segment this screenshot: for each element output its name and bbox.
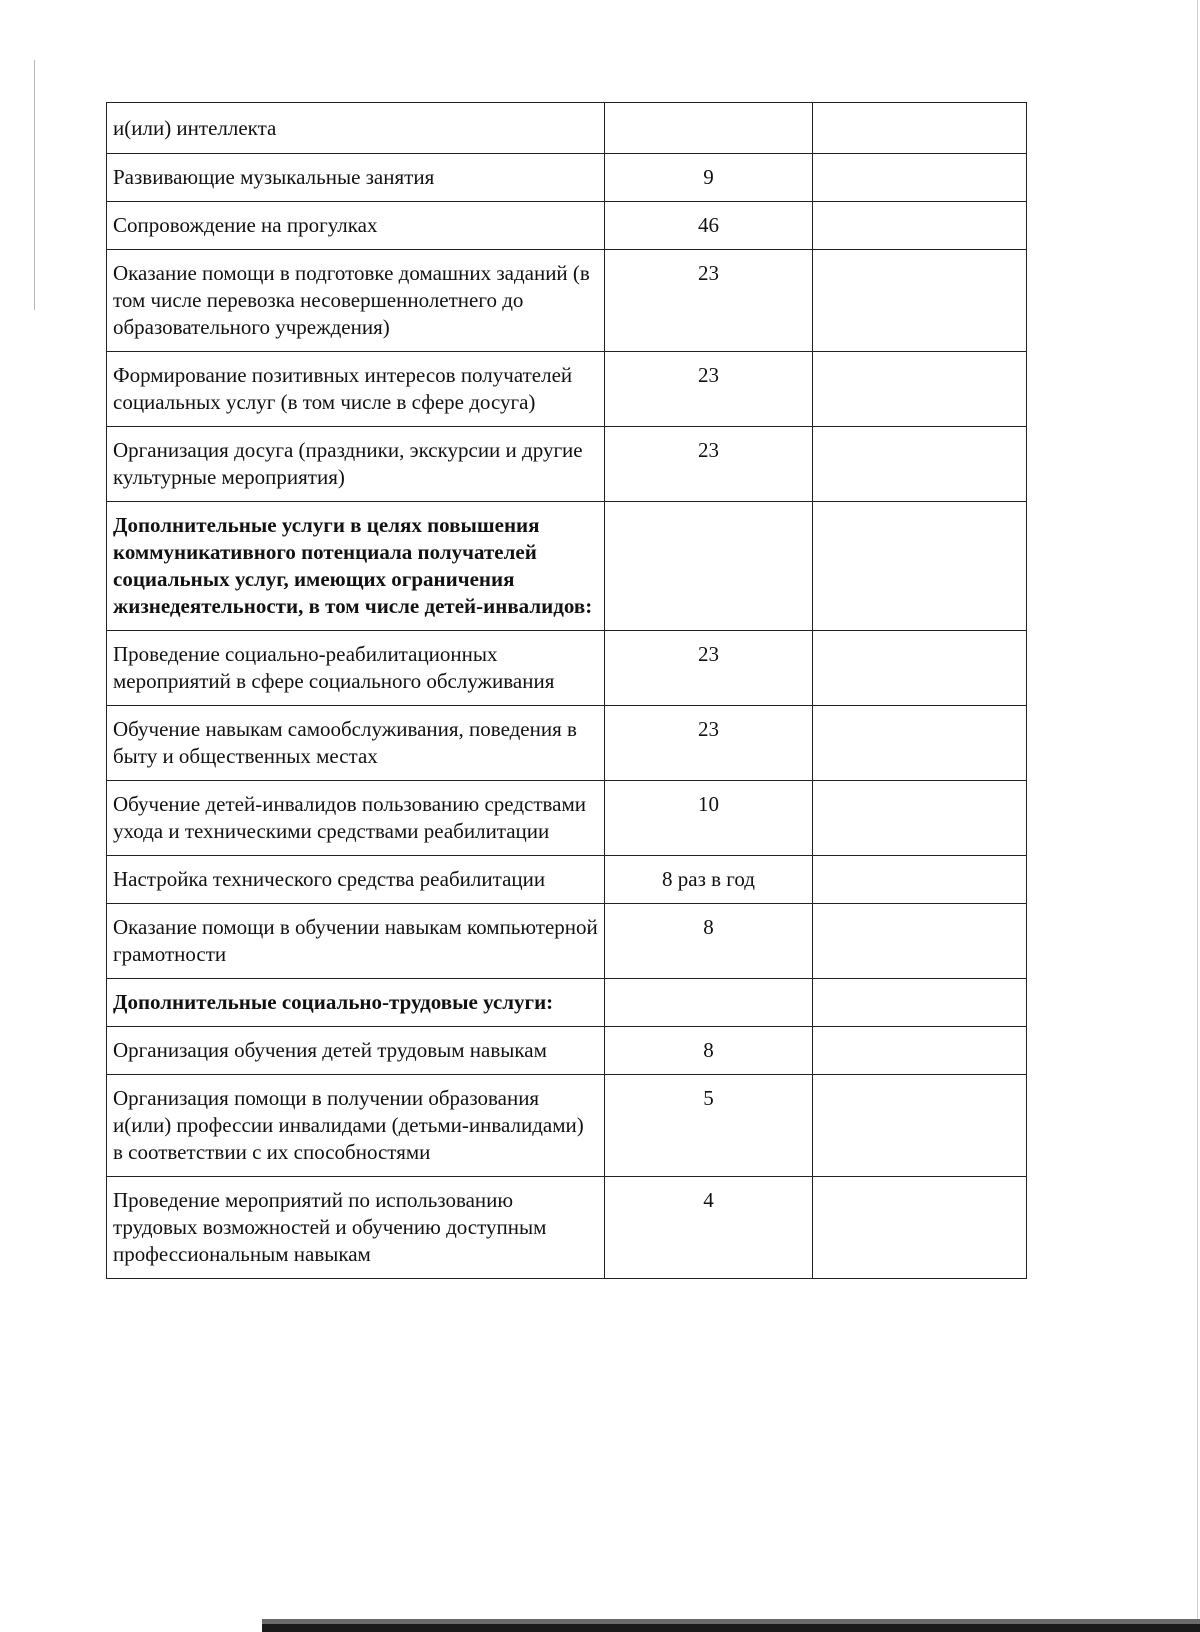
service-quantity-cell xyxy=(605,502,813,631)
table-row xyxy=(107,904,1027,979)
table-row xyxy=(107,781,1027,856)
service-quantity-cell xyxy=(605,103,813,154)
table-row xyxy=(107,103,1027,154)
table-row xyxy=(107,352,1027,427)
table-row xyxy=(107,706,1027,781)
service-name-cell: Обучение детей-инвалидов пользованию средствами ухода и техническими средствами реабилитации xyxy=(107,781,605,856)
table-section-row xyxy=(107,979,1027,1027)
service-quantity-cell: 5 xyxy=(605,1075,813,1177)
service-note-cell xyxy=(813,202,1027,250)
service-note-cell xyxy=(813,352,1027,427)
section-heading-cell: Дополнительные услуги в целях повышения коммуникативного потенциала получателей социальных услуг, имеющих ограничения жизнедеятельности, в том числе детей-инвалидов: xyxy=(107,502,605,631)
service-note-cell xyxy=(813,502,1027,631)
service-quantity-cell: 46 xyxy=(605,202,813,250)
service-name-cell: Развивающие музыкальные занятия xyxy=(107,154,605,202)
service-note-cell xyxy=(813,631,1027,706)
service-name-cell: Сопровождение на прогулках xyxy=(107,202,605,250)
service-quantity-cell: 8 раз в год xyxy=(605,856,813,904)
service-quantity-cell: 23 xyxy=(605,631,813,706)
service-name-cell: Настройка технического средства реабилитации xyxy=(107,856,605,904)
table-row xyxy=(107,1027,1027,1075)
service-name-cell: Организация помощи в получении образования и(или) профессии инвалидами (детьми-инвалидами) в соответствии с их способностями xyxy=(107,1075,605,1177)
service-note-cell xyxy=(813,706,1027,781)
service-quantity-cell: 23 xyxy=(605,250,813,352)
service-quantity-cell: 10 xyxy=(605,781,813,856)
service-quantity-cell: 4 xyxy=(605,1177,813,1279)
table-section-row xyxy=(107,502,1027,631)
service-name-cell: Оказание помощи в обучении навыкам компьютерной грамотности xyxy=(107,904,605,979)
service-name-cell: Организация обучения детей трудовым навыкам xyxy=(107,1027,605,1075)
service-quantity-cell: 8 xyxy=(605,1027,813,1075)
service-note-cell xyxy=(813,856,1027,904)
table-row xyxy=(107,631,1027,706)
table-row xyxy=(107,427,1027,502)
table-row xyxy=(107,202,1027,250)
table-row xyxy=(107,154,1027,202)
service-quantity-cell: 23 xyxy=(605,427,813,502)
service-note-cell xyxy=(813,1075,1027,1177)
service-note-cell xyxy=(813,103,1027,154)
table-row xyxy=(107,1177,1027,1279)
service-note-cell xyxy=(813,781,1027,856)
service-name-cell: Обучение навыкам самообслуживания, поведения в быту и общественных местах xyxy=(107,706,605,781)
service-name-cell: Проведение социально-реабилитационных мероприятий в сфере социального обслуживания xyxy=(107,631,605,706)
table-row xyxy=(107,1075,1027,1177)
section-heading-cell: Дополнительные социально-трудовые услуги: xyxy=(107,979,605,1027)
service-note-cell xyxy=(813,1177,1027,1279)
scan-edge-artifact xyxy=(1197,0,1198,1632)
services-table xyxy=(106,102,1027,1279)
service-quantity-cell: 23 xyxy=(605,706,813,781)
service-note-cell xyxy=(813,154,1027,202)
service-name-cell: Оказание помощи в подготовке домашних заданий (в том числе перевозка несовершеннолетнего до образовательного учреждения) xyxy=(107,250,605,352)
service-name-cell: Проведение мероприятий по использованию трудовых возможностей и обучению доступным профессиональным навыкам xyxy=(107,1177,605,1279)
service-note-cell xyxy=(813,979,1027,1027)
service-quantity-cell: 8 xyxy=(605,904,813,979)
service-name-cell: Организация досуга (праздники, экскурсии и другие культурные мероприятия) xyxy=(107,427,605,502)
scan-edge-artifact xyxy=(34,60,35,310)
service-name-cell: Формирование позитивных интересов получателей социальных услуг (в том числе в сфере досуга) xyxy=(107,352,605,427)
service-name-cell: и(или) интеллекта xyxy=(107,103,605,154)
table-row xyxy=(107,856,1027,904)
service-note-cell xyxy=(813,904,1027,979)
service-note-cell xyxy=(813,427,1027,502)
service-note-cell xyxy=(813,250,1027,352)
service-quantity-cell: 9 xyxy=(605,154,813,202)
service-note-cell xyxy=(813,1027,1027,1075)
scan-bottom-artifact xyxy=(262,1624,1200,1632)
services-table-body xyxy=(107,103,1027,1279)
service-quantity-cell xyxy=(605,979,813,1027)
table-row xyxy=(107,250,1027,352)
service-quantity-cell: 23 xyxy=(605,352,813,427)
